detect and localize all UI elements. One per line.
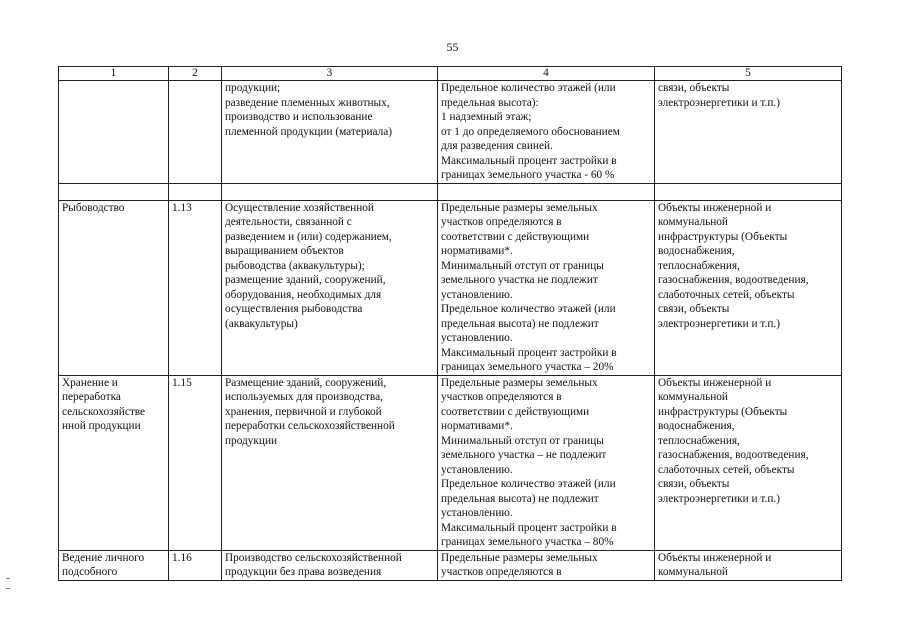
header-row xyxy=(59,67,842,81)
auxiliary-line: газоснабжения, водоотведения, xyxy=(658,274,809,286)
parameters-line: земельного участка не подлежит xyxy=(441,274,598,286)
table-row xyxy=(59,375,842,550)
parameters-line: земельного участка – не подлежит xyxy=(441,449,607,461)
description-cell xyxy=(222,550,438,580)
auxiliary-line: водоснабжения, xyxy=(658,420,735,432)
name-line: Ведение личного xyxy=(62,551,145,564)
auxiliary-line: теплоснабжения, xyxy=(658,434,740,447)
description-line: деятельности, связанной с xyxy=(225,216,352,228)
parameters-cell xyxy=(438,550,655,580)
parameters-cell xyxy=(438,200,655,375)
auxiliary-line: слаботочных сетей, объекты xyxy=(658,463,795,476)
parameters-line: Предельное количество этажей (или xyxy=(441,303,616,315)
parameters-line: Максимальный процент застройки в xyxy=(441,346,617,359)
auxiliary-line: электроэнергетики и т.п.) xyxy=(658,96,780,109)
auxiliary-line: Объекты инженерной и xyxy=(658,201,772,214)
table-row xyxy=(59,200,842,375)
auxiliary-line: газоснабжения, водоотведения, xyxy=(658,449,809,461)
spacer-row xyxy=(59,183,842,200)
header-cell-1: 1 xyxy=(59,67,169,81)
auxiliary-cell xyxy=(655,200,842,375)
auxiliary-line: связи, объекты xyxy=(658,82,730,94)
code-cell: 1.13 xyxy=(169,200,222,375)
parameters-line: нормативами*. xyxy=(441,245,513,257)
parameters-line: границах земельного участка – 80% xyxy=(441,536,614,548)
auxiliary-line: электроэнергетики и т.п.) xyxy=(658,317,780,330)
auxiliary-line: электроэнергетики и т.п.) xyxy=(658,492,780,505)
auxiliary-line: коммунальной xyxy=(658,216,728,228)
zoning-table xyxy=(58,66,842,581)
description-line: используемых для производства, xyxy=(225,391,383,403)
description-cell xyxy=(222,200,438,375)
name-line: подсобного xyxy=(62,566,118,578)
parameters-line: границах земельного участка - 60 % xyxy=(441,169,615,181)
parameters-line: от 1 до определяемого обоснованием xyxy=(441,125,620,138)
header-cell-3: 3 xyxy=(222,67,438,81)
parameters-line: соответствии с действующими xyxy=(441,405,590,418)
description-cell xyxy=(222,81,438,184)
header-cell-4: 4 xyxy=(438,67,655,81)
table-row xyxy=(59,550,842,580)
parameters-line: предельная высота) не подлежит xyxy=(441,492,599,505)
parameters-line: Предельное количество этажей (или xyxy=(441,478,616,490)
description-line: племенной продукции (материала) xyxy=(225,125,393,138)
parameters-cell xyxy=(438,81,655,184)
description-line: продукции без права возведения xyxy=(225,566,382,578)
name-line: Хранение и xyxy=(62,376,118,389)
scan-edge-mark xyxy=(6,578,10,579)
parameters-line: 1 надземный этаж; xyxy=(441,111,532,123)
description-line: продукции xyxy=(225,434,278,447)
parameters-line: предельная высота) не подлежит xyxy=(441,317,599,330)
parameters-cell xyxy=(438,375,655,550)
parameters-line: границах земельного участка – 20% xyxy=(441,361,614,373)
description-line: переработки сельскохозяйственной xyxy=(225,420,395,432)
code-cell xyxy=(169,81,222,184)
parameters-line: установлению. xyxy=(441,463,513,476)
header-cell-5: 5 xyxy=(655,67,842,81)
auxiliary-line: связи, объекты xyxy=(658,478,730,490)
description-line: (аквакультуры) xyxy=(225,317,298,330)
parameters-line: установлению. xyxy=(441,332,513,344)
auxiliary-line: коммунальной xyxy=(658,391,728,403)
auxiliary-line: инфраструктуры (Объекты xyxy=(658,405,788,418)
description-line: хранения, первичной и глубокой xyxy=(225,405,382,418)
parameters-line: установлению. xyxy=(441,507,513,519)
auxiliary-line: коммунальной xyxy=(658,566,728,578)
use-name-cell xyxy=(59,550,169,580)
parameters-line: Минимальный отступ от границы xyxy=(441,434,604,447)
auxiliary-line: Объекты инженерной и xyxy=(658,376,772,389)
auxiliary-cell xyxy=(655,81,842,184)
description-line: разведением и (или) содержанием, xyxy=(225,230,392,243)
auxiliary-line: водоснабжения, xyxy=(658,245,735,257)
use-name-cell xyxy=(59,375,169,550)
parameters-line: для разведения свиней. xyxy=(441,140,553,152)
description-line: продукции; xyxy=(225,82,281,94)
description-line: Производство сельскохозяйственной xyxy=(225,551,402,564)
parameters-line: Предельные размеры земельных xyxy=(441,201,598,214)
parameters-line: участков определяются в xyxy=(441,566,562,578)
auxiliary-line: инфраструктуры (Объекты xyxy=(658,230,788,243)
parameters-line: установлению. xyxy=(441,288,513,301)
parameters-line: предельная высота): xyxy=(441,96,539,109)
parameters-line: Предельное количество этажей (или xyxy=(441,82,616,94)
parameters-line: нормативами*. xyxy=(441,420,513,432)
parameters-line: участков определяются в xyxy=(441,391,562,403)
description-cell xyxy=(222,375,438,550)
use-name-cell xyxy=(59,200,169,375)
page-number: 55 xyxy=(446,40,459,54)
description-line: выращиванием объектов xyxy=(225,245,344,257)
auxiliary-cell xyxy=(655,550,842,580)
parameters-line: Минимальный отступ от границы xyxy=(441,259,604,272)
code-cell: 1.15 xyxy=(169,375,222,550)
auxiliary-line: теплоснабжения, xyxy=(658,259,740,272)
auxiliary-cell xyxy=(655,375,842,550)
description-line: производство и использование xyxy=(225,111,373,123)
description-line: размещение зданий, сооружений, xyxy=(225,274,386,286)
description-line: оборудования, необходимых для xyxy=(225,288,382,301)
parameters-line: участков определяются в xyxy=(441,216,562,228)
name-line: нной продукции xyxy=(62,420,141,432)
code-cell: 1.16 xyxy=(169,550,222,580)
scan-edge-mark xyxy=(6,588,10,589)
description-line: осуществления рыбоводства xyxy=(225,303,363,315)
table-row xyxy=(59,81,842,184)
auxiliary-line: Объекты инженерной и xyxy=(658,551,772,564)
auxiliary-line: связи, объекты xyxy=(658,303,730,315)
header-cell-2: 2 xyxy=(169,67,222,81)
name-line: сельскохозяйстве xyxy=(62,405,146,418)
description-line: разведение племенных животных, xyxy=(225,96,390,109)
name-line: переработка xyxy=(62,391,121,403)
parameters-line: Предельные размеры земельных xyxy=(441,551,598,564)
parameters-line: Максимальный процент застройки в xyxy=(441,521,617,534)
auxiliary-line: слаботочных сетей, объекты xyxy=(658,288,795,301)
parameters-line: Предельные размеры земельных xyxy=(441,376,598,389)
parameters-line: Максимальный процент застройки в xyxy=(441,154,617,167)
parameters-line: соответствии с действующими xyxy=(441,230,590,243)
name-line: Рыбоводство xyxy=(62,201,125,214)
description-line: Размещение зданий, сооружений, xyxy=(225,376,387,389)
use-name-cell xyxy=(59,81,169,184)
description-line: Осуществление хозяйственной xyxy=(225,201,374,214)
description-line: рыбоводства (аквакультуры); xyxy=(225,259,365,272)
